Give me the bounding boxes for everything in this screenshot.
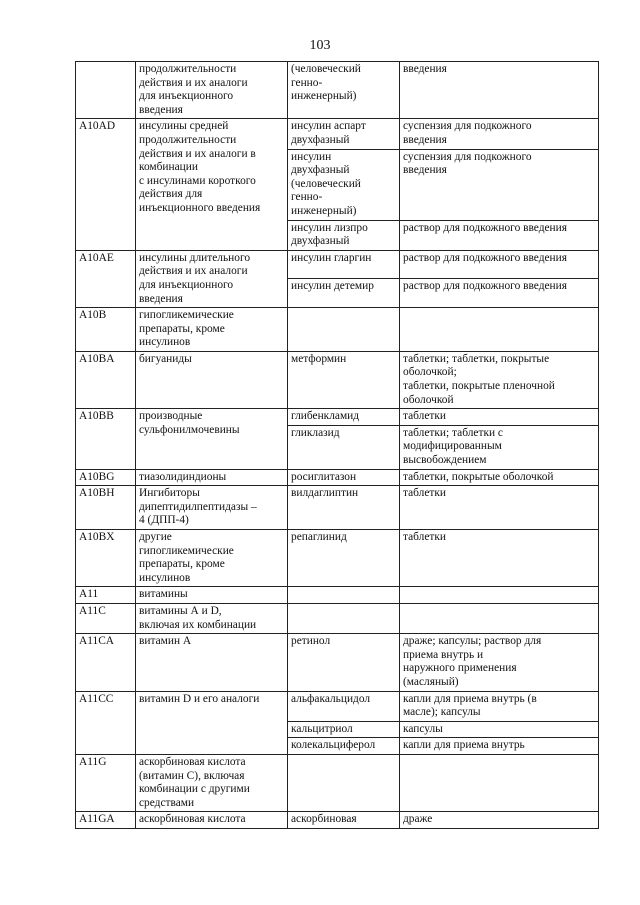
drug-name-cell: кальцитриол (288, 721, 400, 738)
table-row (76, 603, 599, 633)
atc-code-cell (76, 62, 136, 119)
dosage-form-cell: раствор для подкожного введения (400, 279, 599, 308)
dosage-form-cell: таблетки (400, 486, 599, 530)
dosage-form-cell: таблетки, покрытые оболочкой (400, 469, 599, 486)
table-row (76, 691, 599, 721)
dosage-form-cell (400, 754, 599, 811)
table-row (76, 486, 599, 530)
drug-name-cell: репаглинид (288, 530, 400, 587)
dosage-form-cell: введения (400, 62, 599, 119)
group-name-cell: продолжительности действия и их аналоги для инъекционного введения (136, 62, 288, 119)
dosage-form-cell: драже (400, 812, 599, 829)
atc-code-cell: A10BB (76, 409, 136, 469)
table-body (76, 62, 599, 829)
atc-code-cell: A10AE (76, 250, 136, 307)
dosage-form-cell: таблетки (400, 530, 599, 587)
table-row (76, 634, 599, 691)
dosage-form-cell: капли для приема внутрь (400, 738, 599, 755)
dosage-form-cell (400, 603, 599, 633)
atc-code-cell: A11G (76, 754, 136, 811)
table-row (76, 119, 599, 149)
dosage-form-cell: капли для приема внутрь (в масле); капсулы (400, 691, 599, 721)
group-name-cell: бигуаниды (136, 351, 288, 408)
drug-name-cell: альфакальцидол (288, 691, 400, 721)
table-row (76, 409, 599, 426)
table-row (76, 62, 599, 119)
group-name-cell: витамин А (136, 634, 288, 691)
atc-code-cell: A10BX (76, 530, 136, 587)
atc-code-cell: A10BG (76, 469, 136, 486)
drug-table (75, 61, 599, 829)
drug-name-cell: колекальциферол (288, 738, 400, 755)
dosage-form-cell (400, 587, 599, 604)
group-name-cell: витамины (136, 587, 288, 604)
dosage-form-cell (400, 308, 599, 352)
dosage-form-cell: суспензия для подкожного введения (400, 149, 599, 220)
drug-name-cell: гликлазид (288, 425, 400, 469)
table-row (76, 351, 599, 408)
table-row (76, 812, 599, 829)
drug-name-cell: инсулин двухфазный (человеческий генно- инженерный) (288, 149, 400, 220)
atc-code-cell: A10BA (76, 351, 136, 408)
atc-code-cell: A11CC (76, 691, 136, 754)
table-row (76, 530, 599, 587)
table-row (76, 587, 599, 604)
group-name-cell: витамин D и его аналоги (136, 691, 288, 754)
atc-code-cell: A11CA (76, 634, 136, 691)
drug-name-cell: (человеческий генно- инженерный) (288, 62, 400, 119)
dosage-form-cell: суспензия для подкожного введения (400, 119, 599, 149)
drug-name-cell (288, 603, 400, 633)
dosage-form-cell: таблетки; таблетки с модифицированным высвобождением (400, 425, 599, 469)
dosage-form-cell: таблетки; таблетки, покрытые оболочкой; таблетки, покрытые пленочной оболочкой (400, 351, 599, 408)
drug-name-cell: инсулин лизпро двухфазный (288, 220, 400, 250)
drug-name-cell: ретинол (288, 634, 400, 691)
table-row (76, 308, 599, 352)
atc-code-cell: A10B (76, 308, 136, 352)
drug-name-cell: вилдаглиптин (288, 486, 400, 530)
atc-code-cell: A10BH (76, 486, 136, 530)
table-row (76, 250, 599, 279)
dosage-form-cell: таблетки (400, 409, 599, 426)
group-name-cell: инсулины средней продолжительности действия и их аналоги в комбинации с инсулинами короткого действия для инъекционного введения (136, 119, 288, 250)
table-row (76, 754, 599, 811)
drug-name-cell: росиглитазон (288, 469, 400, 486)
group-name-cell: производные сульфонилмочевины (136, 409, 288, 469)
atc-code-cell: A11 (76, 587, 136, 604)
drug-name-cell: аскорбиновая (288, 812, 400, 829)
drug-name-cell: метформин (288, 351, 400, 408)
atc-code-cell: A10AD (76, 119, 136, 250)
page-number: 103 (309, 38, 331, 53)
drug-name-cell: инсулин аспарт двухфазный (288, 119, 400, 149)
group-name-cell: Ингибиторы дипептидилпептидазы – 4 (ДПП-4) (136, 486, 288, 530)
atc-code-cell: A11GA (76, 812, 136, 829)
drug-name-cell: глибенкламид (288, 409, 400, 426)
dosage-form-cell: раствор для подкожного введения (400, 220, 599, 250)
dosage-form-cell: капсулы (400, 721, 599, 738)
group-name-cell: аскорбиновая кислота (витамин С), включая комбинации с другими средствами (136, 754, 288, 811)
table-row (76, 469, 599, 486)
group-name-cell: инсулины длительного действия и их аналоги для инъекционного введения (136, 250, 288, 307)
dosage-form-cell: раствор для подкожного введения (400, 250, 599, 279)
group-name-cell: аскорбиновая кислота (136, 812, 288, 829)
dosage-form-cell: драже; капсулы; раствор для приема внутрь и наружного применения (масляный) (400, 634, 599, 691)
atc-code-cell: A11C (76, 603, 136, 633)
group-name-cell: гипогликемические препараты, кроме инсулинов (136, 308, 288, 352)
group-name-cell: другие гипогликемические препараты, кроме инсулинов (136, 530, 288, 587)
drug-name-cell: инсулин гларгин (288, 250, 400, 279)
drug-name-cell: инсулин детемир (288, 279, 400, 308)
group-name-cell: витамины А и D, включая их комбинации (136, 603, 288, 633)
group-name-cell: тиазолидиндионы (136, 469, 288, 486)
drug-name-cell (288, 308, 400, 352)
drug-name-cell (288, 754, 400, 811)
drug-name-cell (288, 587, 400, 604)
